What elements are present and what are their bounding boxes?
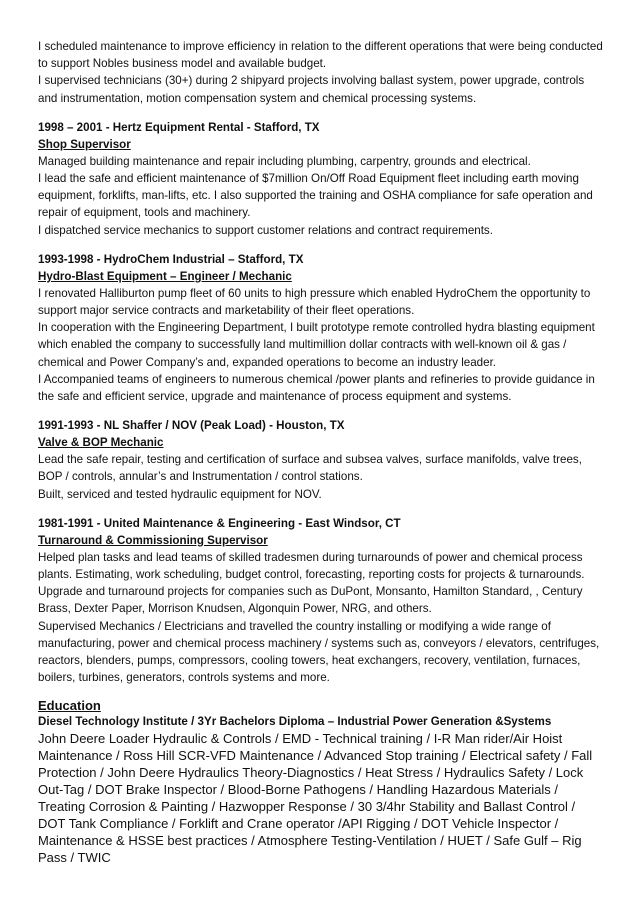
job-title: 1991-1993 - NL Shaffer / NOV (Peak Load) - Houston, TX [38,419,345,433]
intro-section [38,38,604,107]
job-title: 1981-1991 - United Maintenance & Engineering - East Windsor, CT [38,516,401,530]
job-paragraph: Built, serviced and tested hydraulic equipment for NOV. [38,487,322,501]
job-title: 1993-1998 - HydroChem Industrial – Stafford, TX [38,252,304,266]
education-text: John Deere Loader Hydraulic & Controls / EMD - Technical training / I-R Man rider/Air Hoist Maintenance / Ross Hill SCR-VFD Maintenance / Advanced Stop training / Electrical safety / Fall Protection / John Deere Hydraulics Theory-Diagnostics / Heat Stress / Hydraulics Safety / Lock Out-Tag / DOT Brake Inspector / Blood-Borne Pathogens / Handling Hazardous Materials / Treating Corrosion & Painting / Hazwopper Response / 30 3/4hr Stability and Ballast Control / DOT Tank Compliance / Forklift and Crane operator /API Rigging / DOT Vehicle Inspector / Maintenance & HSSE best practices / Atmosphere Testing-Ventilation / HUET / Safe Gulf – Rig Pass / TWIC [38,731,593,866]
job-paragraph: Lead the safe repair, testing and certification of surface and subsea valves, surface manifolds, valve trees, BOP / controls, annular’s and Instrumentation / control stations. [38,453,582,484]
job-paragraph: I dispatched service mechanics to support customer relations and contract requirements. [38,223,493,237]
job-paragraph: In cooperation with the Engineering Department, I built prototype remote controlled hydra blasting equipment which enabled the company to successfully land multimillion dollar contracts with well-known oil & gas / chemical and Power Company’s and, expanded operations to become an industry leader. [38,321,595,369]
job-role: Turnaround & Commissioning Supervisor [38,533,268,547]
job-role: Shop Supervisor [38,137,131,151]
intro-paragraph: I supervised technicians (30+) during 2 shipyard projects involving ballast system, power upgrade, controls and instrumentation, motion compensation system and chemical processing systems. [38,74,585,105]
job-role: Hydro-Blast Equipment – Engineer / Mechanic [38,269,292,283]
job-paragraph: I renovated Halliburton pump fleet of 60 units to high pressure which enabled HydroChem the opportunity to support major service contracts and marketability of their fleet operations. [38,286,591,318]
job-paragraph: I Accompanied teams of engineers to numerous chemical /power plants and refineries to provide guidance in the safe and efficient service, upgrade and maintenance of process equipment and systems. [38,372,595,404]
job-role: Valve & BOP Mechanic [38,436,164,450]
intro-paragraph: I scheduled maintenance to improve efficiency in relation to the different operations that were being conducted to support Nobles business model and available budget. [38,40,603,71]
job-paragraph: I lead the safe and efficient maintenance of $7million On/Off Road Equipment fleet including earth moving equipment, forklifts, man-lifts, etc. I also supported the training and OSHA compliance for safe operation and repair of equipment, tools and machinery. [38,172,593,220]
job-title: 1998 – 2001 - Hertz Equipment Rental - Stafford, TX [38,120,320,134]
job-united-maintenance [38,515,604,687]
job-hydrochem [38,251,604,405]
job-paragraph: Supervised Mechanics / Electricians and travelled the country installing or modifying a wide range of manufacturing, power and chemical process machinery / systems such as, conveyors / elevators, centrifuges, reactors, blenders, pumps, compressors, cooling towers, heat exchangers, recovery, ventilation, furnaces, boilers, turbines, generators, controls systems and more. [38,619,600,685]
job-paragraph: Helped plan tasks and lead teams of skilled tradesmen during turnarounds of power and chemical process plants. Estimating, work scheduling, budget control, forecasting, reporting costs for projects & turnarounds. Upgrade and turnaround projects for companies such as DuPont, Monsanto, Hamilton Standard, , Century Brass, Dexter Paper, Morrison Knudsen, Algonquin Power, NRG, and others. [38,550,585,616]
education-heading: Education [38,698,101,714]
job-hertz [38,119,604,239]
education-subheading: Diesel Technology Institute / 3Yr Bachelors Diploma – Industrial Power Generation &Systems [38,715,552,729]
job-nl-shaffer [38,417,604,503]
education-section [38,698,604,866]
job-paragraph: Managed building maintenance and repair including plumbing, carpentry, grounds and electrical. [38,154,531,168]
resume-page [38,38,604,866]
